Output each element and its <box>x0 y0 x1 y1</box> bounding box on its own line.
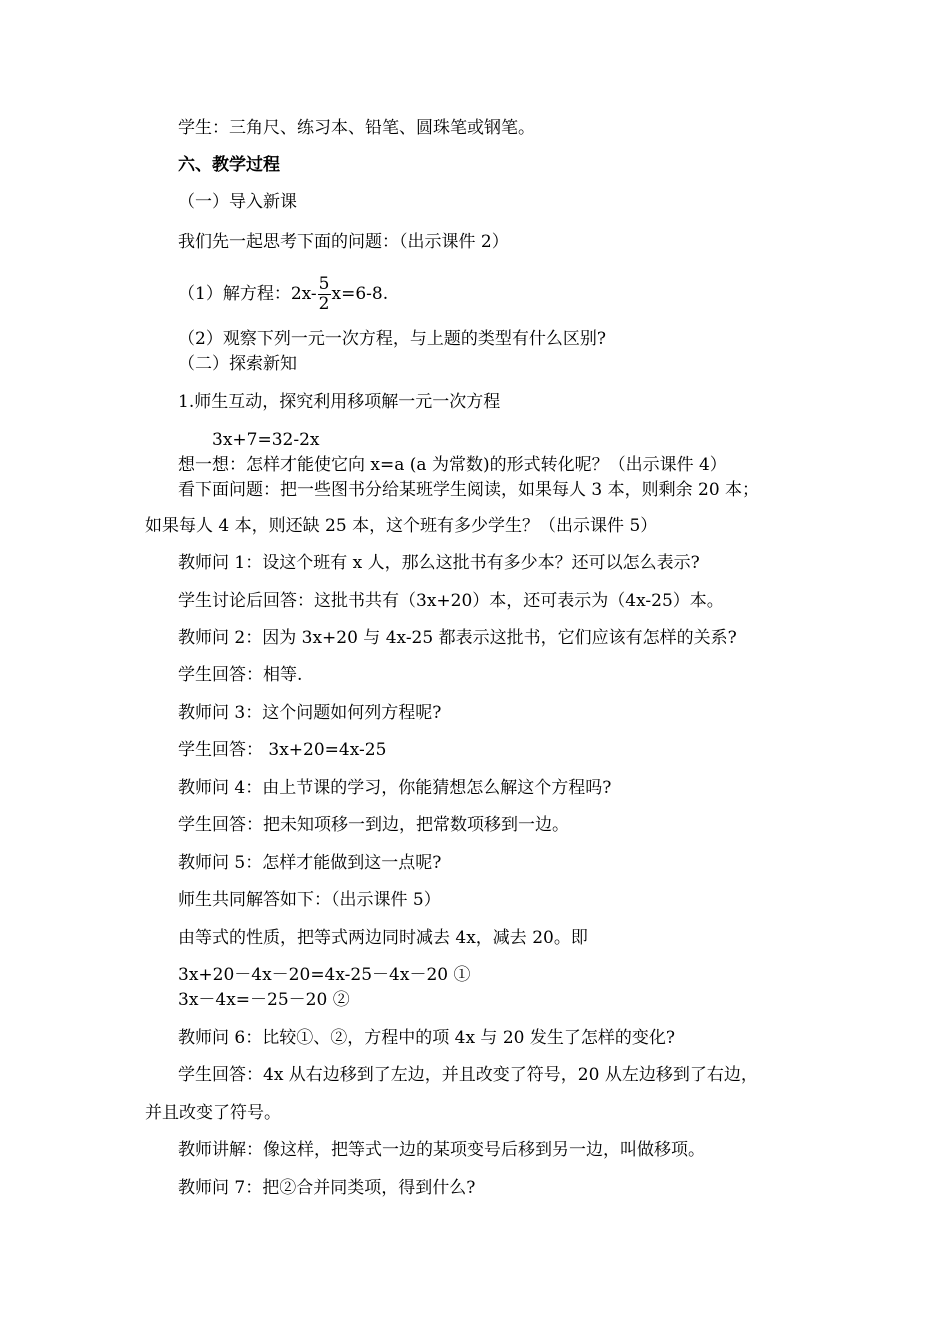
teacher-question-4: 教师问 4：由上节课的学习，你能猜想怎么解这个方程吗? <box>178 778 612 798</box>
student-answer-6-line-1: 学生回答：4x 从右边移到了左边，并且改变了符号，20 从左边移到了右边， <box>178 1065 758 1085</box>
example-equation: 3x+7=32-2x <box>212 430 320 450</box>
joint-solve-line: 师生共同解答如下：（出示课件 5） <box>178 890 441 910</box>
section-heading: 六、教学过程 <box>178 155 280 175</box>
student-answer-1: 学生讨论后回答：这批书共有（3x+20）本，还可表示为（4x-25）本。 <box>178 591 724 611</box>
subsection-heading-intro: （一）导入新课 <box>178 192 297 212</box>
subsection-heading-explore: （二）探索新知 <box>178 354 297 374</box>
question-1-prefix: （1）解方程：2x- <box>178 284 317 304</box>
equation-1: 3x+20－4x－20=4x-25－4x－20 ① <box>178 965 471 985</box>
property-paragraph: 由等式的性质，把等式两边同时减去 4x，减去 20。即 <box>178 928 588 948</box>
teacher-question-1: 教师问 1：设这个班有 x 人，那么这批书有多少本？还可以怎么表示? <box>178 553 700 573</box>
question-1 <box>178 275 388 314</box>
fraction-denominator: 2 <box>318 294 330 314</box>
teacher-question-2: 教师问 2：因为 3x+20 与 4x-25 都表示这批书，它们应该有怎样的关系? <box>178 628 737 648</box>
student-answer-6-line-2: 并且改变了符号。 <box>145 1103 281 1123</box>
intro-paragraph: 我们先一起思考下面的问题：（出示课件 2） <box>178 232 509 252</box>
student-answer-3: 学生回答： 3x+20=4x-25 <box>178 740 387 760</box>
fraction <box>318 275 331 314</box>
think-paragraph: 想一想：怎样才能使它向 x=a (a 为常数)的形式转化呢？（出示课件 4） <box>178 455 727 475</box>
student-answer-2: 学生回答：相等. <box>178 665 303 685</box>
question-2: （2）观察下列一元一次方程，与上题的类型有什么区别? <box>178 329 606 349</box>
teacher-question-7: 教师问 7：把②合并同类项，得到什么? <box>178 1178 476 1198</box>
teacher-question-6: 教师问 6：比较①、②，方程中的项 4x 与 20 发生了怎样的变化? <box>178 1028 675 1048</box>
teacher-question-5: 教师问 5：怎样才能做到这一点呢? <box>178 853 442 873</box>
question-1-suffix: x=6-8. <box>331 284 389 304</box>
problem-line-2: 如果每人 4 本，则还缺 25 本，这个班有多少学生？（出示课件 5） <box>145 516 658 536</box>
teacher-question-3: 教师问 3：这个问题如何列方程呢? <box>178 703 442 723</box>
fraction-numerator: 5 <box>318 274 330 294</box>
item-1-title: 1.师生互动，探究利用移项解一元一次方程 <box>178 392 501 412</box>
problem-line-1: 看下面问题：把一些图书分给某班学生阅读，如果每人 3 本，则剩余 20 本； <box>178 480 760 500</box>
teacher-explanation: 教师讲解：像这样，把等式一边的某项变号后移到另一边，叫做移项。 <box>178 1140 705 1160</box>
student-answer-4: 学生回答：把未知项移一到边，把常数项移到一边。 <box>178 815 569 835</box>
equation-2: 3x－4x=－25－20 ② <box>178 990 350 1010</box>
materials-line: 学生：三角尺、练习本、铅笔、圆珠笔或钢笔。 <box>178 118 535 138</box>
